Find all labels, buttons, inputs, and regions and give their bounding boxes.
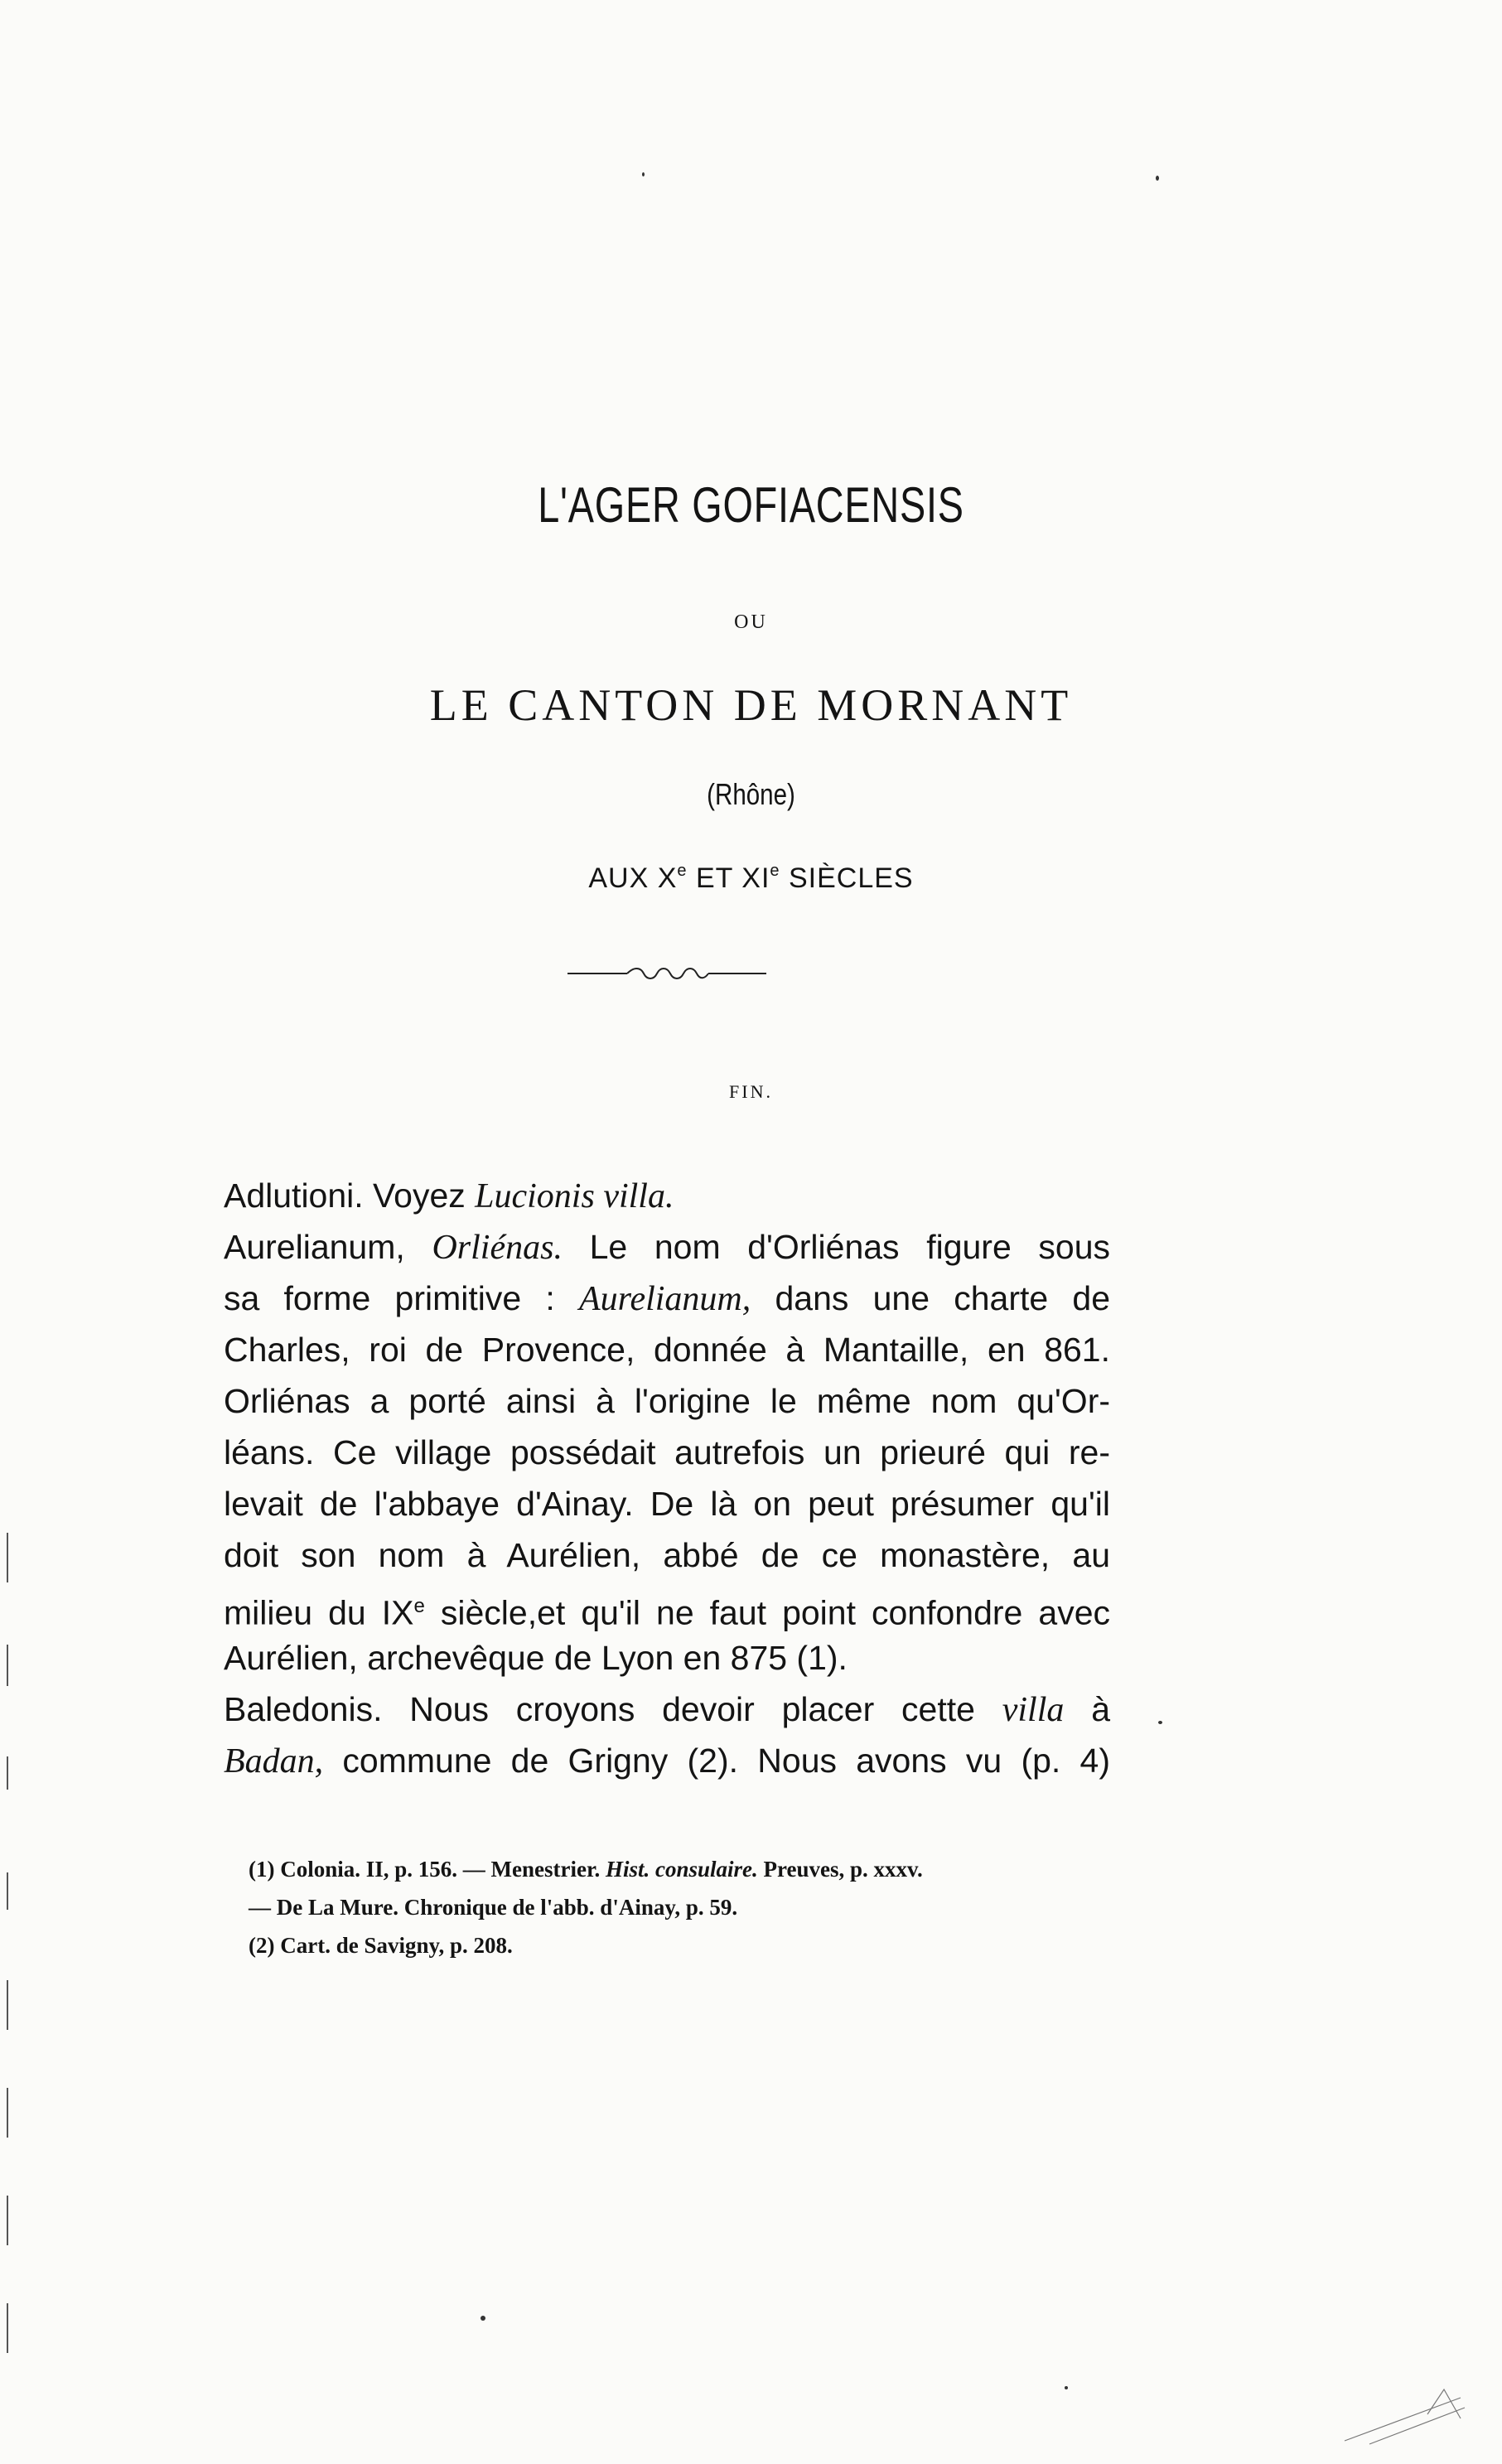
period-sup-1: e [677, 862, 688, 880]
region-label: (Rhône) [707, 777, 795, 811]
scan-edge-mark [7, 1756, 8, 1790]
page-subtitle: LE CANTON DE MORNANT [429, 680, 1073, 730]
section-label: FIN. [729, 1081, 773, 1102]
text-line: Aurelianum, Orliénas. Le nom d'Orliénas figure sous [224, 1228, 1111, 1267]
text-line: doit son nom à Aurélien, abbé de ce monastère, au [224, 1536, 1110, 1574]
scan-speck [1065, 2386, 1068, 2389]
scan-corner-mark [1336, 2381, 1469, 2447]
text-line: léans. Ce village possédait autrefois un prieuré qui re- [224, 1433, 1110, 1471]
scan-edge-mark [7, 2303, 8, 2353]
ornament-divider [567, 965, 766, 982]
period-mid: ET XI [687, 862, 770, 894]
footnote-1: (1) Colonia. II, p. 156. — Menestrier. Hist. consulaire. Preuves, p. xxxv. [249, 1857, 923, 1882]
scan-speck [642, 172, 645, 176]
body-text [224, 1170, 1110, 1786]
text-line: milieu du IXe siècle,et qu'il ne faut point confondre avec [224, 1593, 1110, 1632]
footnotes [249, 1850, 1118, 1964]
text-line: Charles, roi de Provence, donnée à Mantaille, en 861. [224, 1331, 1110, 1369]
period-label [0, 862, 1502, 895]
text-line: Adlutioni. Voyez Lucionis villa. [224, 1176, 674, 1215]
title-conjunction: OU [734, 611, 768, 633]
footnote-1-cont: — De La Mure. Chronique de l'abb. d'Ainay, p. 59. [249, 1895, 738, 1920]
period-suffix: SIÈCLES [780, 862, 914, 894]
text-line: Baledonis. Nous croyons devoir placer cette villa à [224, 1690, 1111, 1729]
period-prefix: AUX X [588, 862, 678, 894]
footnote-2: (2) Cart. de Savigny, p. 208. [249, 1933, 513, 1958]
text-line: Orliénas a porté ainsi à l'origine le même nom qu'Or- [224, 1382, 1110, 1420]
scan-speck [1158, 1721, 1162, 1724]
scan-speck [481, 2316, 485, 2321]
scan-edge-mark [7, 1872, 8, 1910]
text-line: Badan, commune de Grigny (2). Nous avons vu (p. 4) [224, 1742, 1110, 1780]
text-line: levait de l'abbaye d'Ainay. De là on peut présumer qu'il [224, 1485, 1110, 1523]
text-line: Aurélien, archevêque de Lyon en 875 (1). [224, 1639, 848, 1677]
scan-edge-mark [7, 1533, 8, 1582]
page-title: L'AGER GOFIACENSIS [538, 477, 964, 533]
scan-edge-mark [7, 1980, 8, 2030]
scan-edge-mark [7, 1645, 8, 1686]
text-line: sa forme primitive : Aurelianum, dans une charte de [224, 1279, 1110, 1318]
scan-edge-mark [7, 2196, 8, 2245]
scan-edge-mark [7, 2088, 8, 2138]
period-sup-2: e [770, 862, 780, 880]
scan-speck [1156, 176, 1159, 181]
